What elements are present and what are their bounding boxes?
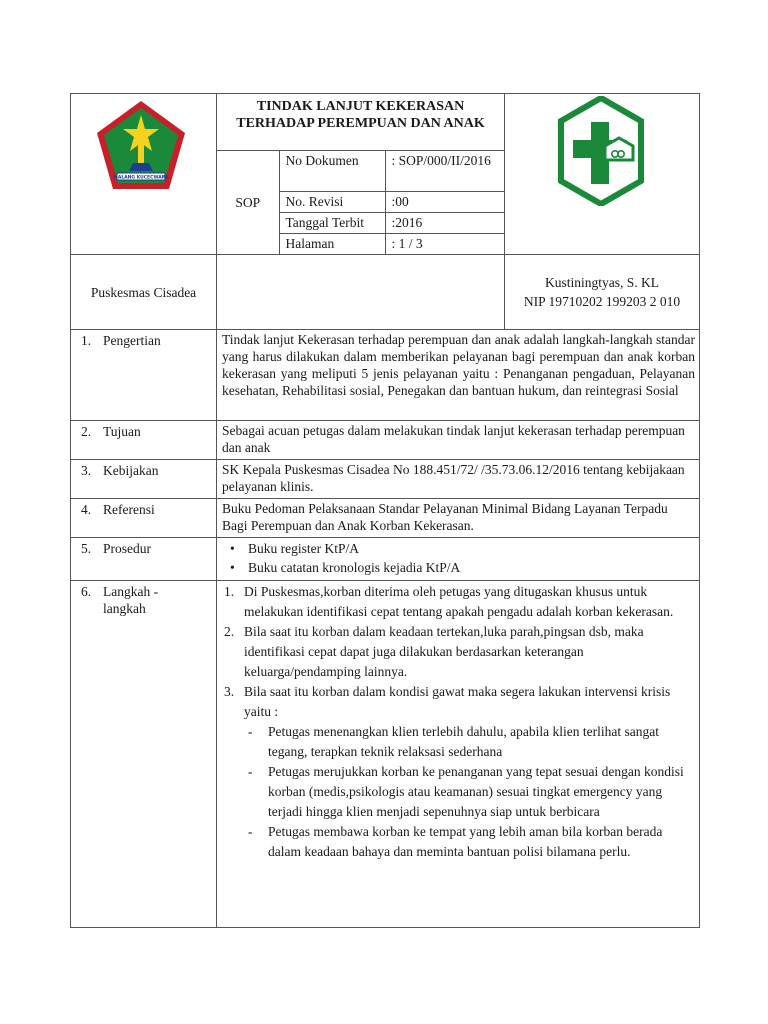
step-number: 1. xyxy=(224,584,235,599)
sub-item-text: Petugas menenangkan klien terlebih dahulu, apabila klien terlihat sangat tegang, terapkan teknik relaksasi sederhana xyxy=(268,724,659,759)
list-item: - Petugas membawa korban ke tempat yang lebih aman bila korban berada dalam keadaan bahaya dan meminta bantuan polisi bilamana perlu. xyxy=(248,824,663,859)
section-number: 4. xyxy=(81,502,92,517)
section-text-pengertian: Tindak lanjut Kekerasan terhadap perempuan dan anak adalah langkah-langkah standar yang harus dilakukan dalam memberikan pelayanan bagi perempuan dan anak korban kekerasan yang meliputi 5 jenis pelayanan yaitu : Penanganan pengaduan, Pelayanan kesehatan, Rehabilitasi sosial, Penegakan dan bantuan hukum, dan reintegrasi Sosial xyxy=(217,330,700,421)
left-logo-cell xyxy=(71,94,217,255)
section-body-langkah xyxy=(217,581,700,928)
list-item: • Buku register KtP/A xyxy=(222,539,695,558)
section-number: 5. xyxy=(81,541,92,556)
list-item: - Petugas menenangkan klien terlebih dahulu, apabila klien terlihat sangat tegang, terapkan teknik relaksasi sederhana xyxy=(248,724,659,759)
step-number: 3. xyxy=(224,684,235,699)
malang-city-emblem xyxy=(93,99,189,195)
section-label-kebijakan xyxy=(71,460,217,499)
sub-item-text: Petugas membawa korban ke tempat yang lebih aman bila korban berada dalam keadaan bahaya dan meminta bantuan polisi bilamana perlu. xyxy=(268,824,663,859)
sop-table xyxy=(70,93,700,928)
sub-item-text: Petugas merujukkan korban ke penanganan yang tepat sesuai dengan kondisi korban (medis,psikologis atau keamanan) sesuai tingkat emergency yang terjadi hingga klien menjadi sepenuhnya siap untuk berbicara xyxy=(268,764,684,819)
meta-value-halaman: : 1 / 3 xyxy=(385,234,504,255)
section-title: Tujuan xyxy=(103,424,141,439)
signer-name: Kustiningtyas, S. KL xyxy=(544,275,659,290)
org-name: Puskesmas Cisadea xyxy=(71,255,217,330)
signer-cell xyxy=(505,255,700,330)
step-text: Di Puskesmas,korban diterima oleh petugas yang ditugaskan khusus untuk melakukan identifikasi cepat tentang apakah pengadu adalah korban kekerasan. xyxy=(244,584,674,619)
section-number: 2. xyxy=(81,424,92,439)
list-item: - Petugas merujukkan korban ke penanganan yang tepat sesuai dengan kondisi korban (medis,psikologis atau keamanan) sesuai tingkat emergency yang terjadi hingga klien menjadi sepenuhnya siap untuk berbicara xyxy=(248,764,684,819)
list-item xyxy=(222,622,695,682)
section-label-pengertian xyxy=(71,330,217,421)
section-number: 1. xyxy=(81,333,92,348)
meta-label-no-revisi: No. Revisi xyxy=(279,192,385,213)
section-title xyxy=(103,583,158,617)
langkah-steps xyxy=(222,582,695,862)
section-title: Prosedur xyxy=(103,541,151,556)
sop-document xyxy=(70,93,699,928)
prosedur-list xyxy=(222,539,695,577)
step-text: Bila saat itu korban dalam kondisi gawat maka segera lakukan intervensi krisis yaitu : xyxy=(244,684,671,719)
meta-label-tanggal-terbit: Tanggal Terbit xyxy=(279,213,385,234)
section-title: Kebijakan xyxy=(103,463,159,478)
list-item xyxy=(222,682,695,862)
section-text-referensi: Buku Pedoman Pelaksanaan Standar Pelayanan Minimal Bidang Layanan Terpadu Bagi Perempuan dan Anak Korban Kekerasan. xyxy=(217,499,700,538)
meta-label-halaman: Halaman xyxy=(279,234,385,255)
emblem-motto: MALANG KUCECWARA xyxy=(113,175,169,181)
sop-label: SOP xyxy=(217,151,279,254)
right-logo-cell xyxy=(505,94,700,255)
section-number: 6. xyxy=(81,584,92,599)
section-title: Pengertian xyxy=(103,333,161,348)
section-title-line-2: langkah xyxy=(103,601,146,616)
section-text-kebijakan: SK Kepala Puskesmas Cisadea No 188.451/72/ /35.73.06.12/2016 tentang kebijakaan pelayanan klinis. xyxy=(217,460,700,499)
section-number: 3. xyxy=(81,463,92,478)
section-text-tujuan: Sebagai acuan petugas dalam melakukan tindak lanjut kekerasan terhadap perempuan dan anak xyxy=(217,421,700,460)
section-label-prosedur xyxy=(71,538,217,581)
list-item xyxy=(222,582,695,622)
section-label-referensi xyxy=(71,499,217,538)
document-title xyxy=(217,94,505,151)
org-blank-cell xyxy=(217,255,505,330)
meta-cell xyxy=(217,151,505,255)
langkah-sub-list xyxy=(244,722,695,862)
title-line-2: TERHADAP PEREMPUAN DAN ANAK xyxy=(236,116,485,131)
meta-table xyxy=(217,151,504,254)
meta-value-no-dokumen: : SOP/000/II/2016 xyxy=(385,151,504,192)
step-text: Bila saat itu korban dalam keadaan tertekan,luka parah,pingsan dsb, maka identifikasi cepat dapat juga dilakukan berdasarkan keterangan keluarga/pendamping lainnya. xyxy=(244,624,644,679)
title-line-1: TINDAK LANJUT KEKERASAN xyxy=(256,99,465,114)
list-item: • Buku catatan kronologis kejadia KtP/A xyxy=(222,558,695,577)
section-label-tujuan xyxy=(71,421,217,460)
step-number: 2. xyxy=(224,624,235,639)
signer-nip: NIP 19710202 199203 2 010 xyxy=(523,294,681,309)
section-body-prosedur xyxy=(217,538,700,581)
meta-value-no-revisi: :00 xyxy=(385,192,504,213)
meta-value-tanggal-terbit: :2016 xyxy=(385,213,504,234)
section-title-line-1: Langkah - xyxy=(103,584,159,599)
section-title: Referensi xyxy=(103,502,155,517)
meta-label-no-dokumen: No Dokumen xyxy=(279,151,385,192)
puskesmas-logo xyxy=(557,96,645,206)
section-label-langkah xyxy=(71,581,217,928)
